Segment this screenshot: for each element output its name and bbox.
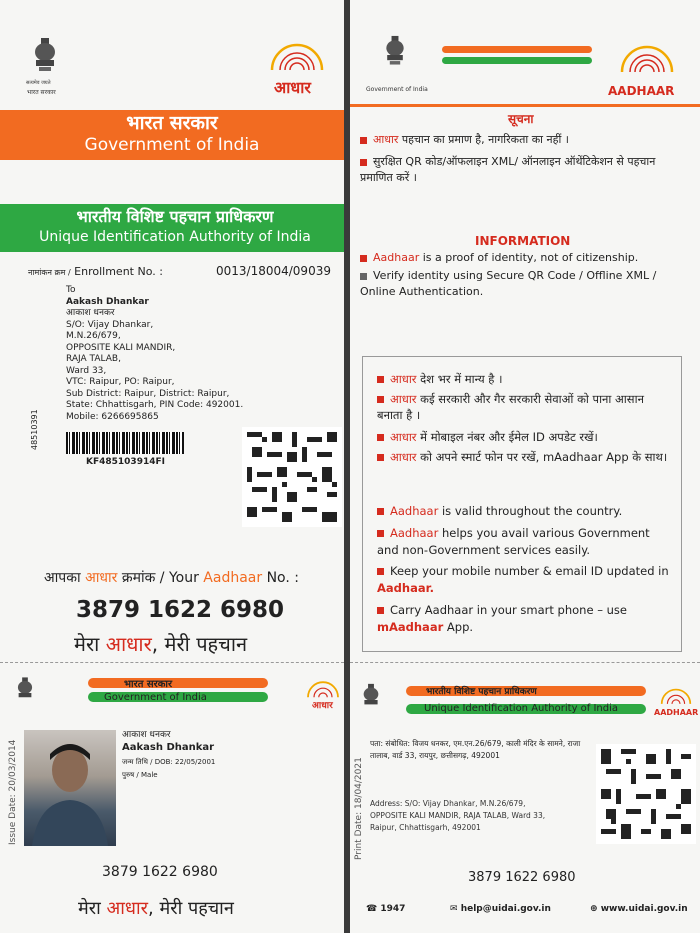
notice-hindi-2 — [360, 154, 690, 186]
notice-part: पहचान का प्रमाण है, नागरिकता का नहीं । — [398, 133, 569, 146]
box-en-3 — [377, 563, 671, 597]
email-address: help@uidai.gov.in — [460, 904, 551, 914]
tagline-part: आधार — [106, 898, 149, 919]
address-line: OPPOSITE KALI MANDIR, — [66, 342, 176, 353]
label-part: Aadhaar — [203, 570, 263, 586]
card-logo-word: AADHAAR — [654, 708, 699, 717]
box-part: आधार — [390, 430, 417, 444]
notice-hindi-1 — [360, 132, 690, 148]
card-aadhaar-number: 3879 1622 6980 — [468, 870, 576, 885]
box-part: Carry Aadhaar in your smart phone – use — [390, 603, 627, 617]
card-uidai-english: Unique Identification Authority of India — [424, 703, 619, 714]
phone-icon: ☎ — [366, 904, 378, 914]
national-emblem-icon — [30, 36, 60, 84]
gov-english: Government of India — [84, 135, 260, 155]
address-line: Ward 33, — [66, 365, 107, 376]
notice-part: सुरक्षित QR कोड/ऑफलाइन XML/ ऑनलाइन ऑथेंटिकेशन से पहचान प्रमाणित करें । — [360, 155, 656, 184]
notice-part: आधार — [373, 133, 399, 146]
qr-code — [242, 427, 342, 527]
barcode — [66, 432, 184, 454]
aadhaar-letter-front — [0, 0, 344, 933]
card-gov-hindi: भारत सरकार — [124, 679, 173, 690]
address-line: M.N.26/679, — [66, 331, 121, 341]
info-1 — [360, 250, 690, 266]
box-part: mAadhaar — [377, 620, 444, 634]
gov-hindi: भारत सरकार — [126, 112, 218, 134]
side-code: 48510391 — [30, 409, 39, 450]
address-line: State: Chhattisgarh, PIN Code: 492001. — [66, 400, 244, 410]
cut-line — [350, 662, 700, 663]
uidai-hindi: भारतीय विशिष्ट पहचान प्राधिकरण — [76, 207, 274, 226]
uidai-english: Unique Identification Authority of India — [39, 229, 311, 245]
aadhaar-number: 3879 1622 6980 — [76, 597, 285, 623]
box-part: में मोबाइल नंबर और ईमेल ID अपडेट रखें। — [416, 430, 598, 444]
aadhaar-logo-word: आधार — [274, 78, 311, 97]
address-line: Sub District: Raipur, District: Raipur, — [66, 388, 230, 399]
your-aadhaar-label — [44, 568, 299, 587]
card-gov-english: Government of India — [104, 692, 207, 703]
tagline — [74, 630, 247, 657]
aadhaar-letter-back — [350, 0, 700, 933]
bullet — [377, 568, 384, 575]
card-address-hindi: पता: संबोधित: विजय धनकर, एम.एन.26/679, काली मंदिर के सामने, राजा तालाब, वार्ड 33, रायपुर, छत्तीसगढ़, 492001 — [370, 739, 581, 760]
box-hi-4 — [377, 449, 671, 465]
label-part: आपका — [44, 570, 86, 586]
box-part: Aadhaar — [390, 526, 439, 540]
card-uidai-hindi: भारतीय विशिष्ट पहचान प्राधिकरण — [426, 687, 537, 697]
bullet — [377, 530, 384, 537]
card-name-english: Aakash Dhankar — [122, 742, 215, 753]
enrollment-label-hindi: नामांकन क्रम / — [28, 268, 71, 277]
government-band — [0, 110, 344, 160]
address-line: आकाश धनकर — [66, 308, 115, 318]
box-part: Aadhaar. — [377, 581, 435, 595]
box-part: आधार — [390, 392, 417, 406]
uidai-band — [0, 204, 344, 252]
orange-stripe — [88, 678, 268, 688]
card-address-english: Address: S/O: Vijay Dhankar, M.N.26/679, OPPOSITE KALI MANDIR, RAJA TALAB, Ward 33, Raipur, Chhattisgarh, 492001 — [370, 799, 546, 832]
tagline-part: , मेरी पहचान — [148, 898, 234, 919]
address-line: Mobile: 6266695865 — [66, 411, 159, 422]
qr-code — [596, 744, 696, 844]
national-emblem-icon — [360, 682, 382, 718]
card-logo-word: आधार — [312, 701, 333, 711]
info-title: INFORMATION — [475, 234, 571, 248]
bullet — [360, 273, 367, 280]
address-line: S/O: Vijay Dhankar, — [66, 319, 154, 330]
box-part: Aadhaar — [390, 504, 439, 518]
bullet — [360, 137, 367, 144]
box-part: देश भर में मान्य है । — [416, 372, 503, 386]
label-part: आधार — [85, 570, 118, 586]
box-part: is valid throughout the country. — [438, 504, 623, 518]
box-hi-3 — [377, 429, 671, 445]
aadhaar-logo-icon — [612, 38, 682, 82]
website-url: www.uidai.gov.in — [600, 904, 688, 914]
box-part: App. — [443, 620, 474, 634]
footer-phone — [366, 904, 405, 914]
bullet — [377, 607, 384, 614]
address-line: VTC: Raipur, PO: Raipur, — [66, 377, 175, 387]
box-part: Keep your mobile number & email ID updated in — [390, 564, 669, 578]
tagline-part: आधार — [105, 632, 152, 656]
info-part: Aadhaar — [373, 251, 420, 264]
holder-photo — [24, 730, 116, 846]
mail-icon: ✉ — [450, 904, 458, 914]
bullet — [377, 434, 384, 441]
issue-date: Issue Date: 20/03/2014 — [8, 739, 18, 845]
card-gender: पुरुष / Male — [122, 771, 158, 779]
barcode-text: KF485103914FI — [86, 457, 165, 467]
print-date: Print Date: 18/04/2021 — [354, 757, 364, 860]
orange-stripe — [442, 46, 592, 53]
box-en-1 — [377, 503, 671, 520]
info-box — [362, 356, 682, 652]
address-line: RAJA TALAB, — [66, 354, 121, 364]
footer-email — [450, 904, 551, 914]
card-aadhaar-number: 3879 1622 6980 — [102, 864, 218, 880]
box-hi-2 — [377, 391, 671, 423]
box-part: कई सरकारी और गैर सरकारी सेवाओं को पाना आसान बनाता है । — [377, 392, 644, 422]
box-part: आधार — [390, 372, 417, 386]
box-part: helps you avail various Government and non-Government services easily. — [377, 526, 650, 557]
notice-title-hindi: सूचना — [508, 112, 534, 126]
box-en-4 — [377, 602, 671, 636]
tagline-part: , मेरी पहचान — [151, 632, 248, 656]
info-part: Verify identity using Secure QR Code / Offline XML / Online Authentication. — [360, 269, 657, 298]
info-2 — [360, 268, 690, 300]
box-en-2 — [377, 525, 671, 559]
enrollment-number: 0013/18004/09039 — [216, 264, 331, 278]
national-emblem-icon — [382, 34, 408, 76]
bullet — [377, 376, 384, 383]
footer-website — [590, 904, 688, 914]
card-tagline — [78, 896, 234, 920]
aadhaar-logo-word: AADHAAR — [608, 84, 675, 98]
info-part: is a proof of identity, not of citizenship. — [419, 251, 639, 264]
aadhaar-logo-icon — [656, 684, 696, 710]
label-part: क्रमांक / Your — [117, 570, 204, 586]
tagline-part: मेरा — [78, 898, 107, 919]
card-dob: जन्म तिथि / DOB: 22/05/2001 — [122, 758, 216, 766]
green-stripe — [442, 57, 592, 64]
label-part: No. : — [262, 570, 299, 586]
emblem-caption: Government of India — [366, 86, 428, 93]
card-name-hindi: आकाश धनकर — [122, 730, 171, 740]
recipient-address — [66, 285, 243, 423]
bullet — [360, 255, 367, 262]
phone-number: 1947 — [380, 904, 406, 914]
emblem-caption-gov: भारत सरकार — [27, 89, 56, 96]
bullet — [377, 508, 384, 515]
enrollment-label-english: Enrollment No. : — [74, 265, 163, 278]
box-part: आधार — [390, 450, 417, 464]
bullet — [377, 454, 384, 461]
cut-line — [0, 662, 344, 663]
bullet — [377, 396, 384, 403]
emblem-caption-satyamev: सत्यमेव जयते — [26, 80, 51, 86]
bullet — [360, 159, 367, 166]
box-part: को अपने स्मार्ट फोन पर रखें, mAadhaar App के साथ। — [416, 450, 668, 464]
orange-rule — [350, 104, 700, 107]
enrollment-label — [28, 265, 163, 278]
address-line: To — [66, 285, 76, 295]
globe-icon: ⊕ — [590, 904, 598, 914]
tagline-part: मेरा — [74, 632, 106, 656]
address-line: Aakash Dhankar — [66, 296, 149, 307]
box-hi-1 — [377, 371, 671, 387]
national-emblem-icon — [14, 676, 36, 710]
